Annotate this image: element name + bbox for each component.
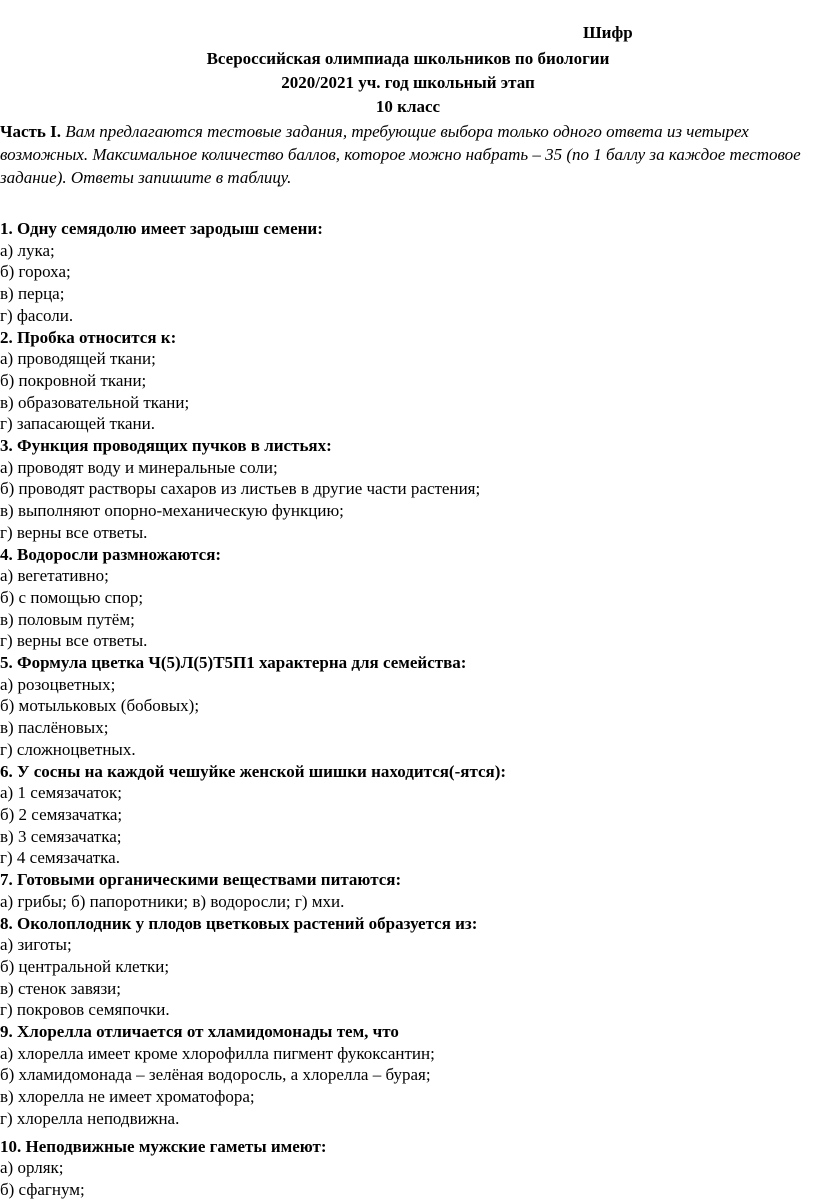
answer-option: а) проводят воду и минеральные соли; [0, 457, 278, 477]
question-title: 5. Формула цветка Ч(5)Л(5)Т5П1 характерна для семейства: [0, 653, 467, 673]
answer-option: б) хламидомонада – зелёная водоросль, а хлорелла – бурая; [0, 1065, 431, 1085]
answer-option: в) 3 семязачатка; [0, 826, 122, 846]
question-5 [0, 652, 816, 761]
answer-option: а) хлорелла имеет кроме хлорофилла пигмент фукоксантин; [0, 1043, 435, 1063]
question-7 [0, 869, 816, 912]
part-instructions: Вам предлагаются тестовые задания, требующие выбора только одного ответа из четырех возможных. Максимальное количество баллов, которое можно набрать – 35 (по 1 баллу за каждое тестовое задание). Ответы запишите в таблицу. [0, 122, 801, 187]
answer-option: в) образовательной ткани; [0, 392, 190, 412]
answer-option: в) стенок завязи; [0, 978, 121, 998]
answer-option: б) проводят растворы сахаров из листьев в другие части растения; [0, 479, 481, 499]
answer-option: г) покровов семяпочки. [0, 1000, 170, 1020]
question-8 [0, 913, 816, 1022]
answer-option: а) проводящей ткани; [0, 349, 156, 369]
cipher-label: Шифр [583, 23, 633, 42]
answer-option: г) запасающей ткани. [0, 414, 155, 434]
question-9 [0, 1021, 816, 1136]
question-title: 7. Готовыми органическими веществами питаются: [0, 870, 402, 890]
question-list [0, 218, 816, 1201]
answer-option: в) паслёновых; [0, 718, 109, 738]
part-label: Часть I. [0, 122, 61, 141]
answer-option: а) вегетативно; [0, 566, 109, 586]
question-4 [0, 544, 816, 653]
answer-option: в) половым путём; [0, 609, 135, 629]
question-title: 10. Неподвижные мужские гаметы имеют: [0, 1136, 327, 1156]
question-1 [0, 218, 816, 327]
answer-option: в) выполняют опорно-механическую функцию; [0, 501, 344, 521]
answer-option: в) хлорелла не имеет хроматофора; [0, 1087, 255, 1107]
answer-option: г) 4 семязачатка. [0, 848, 120, 868]
olympiad-title: Всероссийская олимпиада школьников по биологии [206, 49, 610, 68]
answer-option: а) 1 семязачаток; [0, 783, 123, 803]
question-title: 9. Хлорелла отличается от хламидомонады тем, что [0, 1022, 399, 1042]
answer-option: г) верны все ответы. [0, 631, 148, 651]
answer-option: г) верны все ответы. [0, 522, 148, 542]
answer-option: б) покровной ткани; [0, 370, 147, 390]
answer-option: а) розоцветных; [0, 674, 116, 694]
question-2 [0, 327, 816, 436]
part-intro [0, 120, 814, 189]
question-title: 2. Пробка относится к: [0, 327, 177, 347]
answer-option: а) орляк; [0, 1158, 64, 1178]
grade-label: 10 класс [375, 97, 441, 116]
question-title: 3. Функция проводящих пучков в листьях: [0, 436, 332, 456]
answer-option: г) фасоли. [0, 305, 74, 325]
question-10 [0, 1136, 816, 1201]
question-3 [0, 435, 816, 544]
answer-option: а) грибы; б) папоротники; в) водоросли; г) мхи. [0, 891, 345, 911]
answer-option: а) лука; [0, 240, 55, 260]
answer-option: г) сложноцветных. [0, 739, 136, 759]
answer-option: б) сфагнум; [0, 1179, 85, 1199]
answer-option: г) хлорелла неподвижна. [0, 1108, 180, 1128]
question-title: 8. Околоплодник у плодов цветковых растений образуется из: [0, 913, 478, 933]
question-6 [0, 761, 816, 870]
school-year: 2020/2021 уч. год школьный этап [281, 73, 535, 92]
question-title: 4. Водоросли размножаются: [0, 544, 222, 564]
answer-option: б) мотыльковых (бобовых); [0, 696, 200, 716]
answer-option: б) центральной клетки; [0, 956, 170, 976]
question-title: 1. Одну семядолю имеет зародыш семени: [0, 219, 323, 238]
question-title: 6. У сосны на каждой чешуйке женской шишки находится(-ятся): [0, 761, 507, 781]
answer-option: в) перца; [0, 284, 65, 304]
answer-option: а) зиготы; [0, 935, 72, 955]
answer-option: б) 2 семязачатка; [0, 804, 123, 824]
answer-option: б) гороха; [0, 262, 71, 282]
answer-option: б) с помощью спор; [0, 587, 144, 607]
